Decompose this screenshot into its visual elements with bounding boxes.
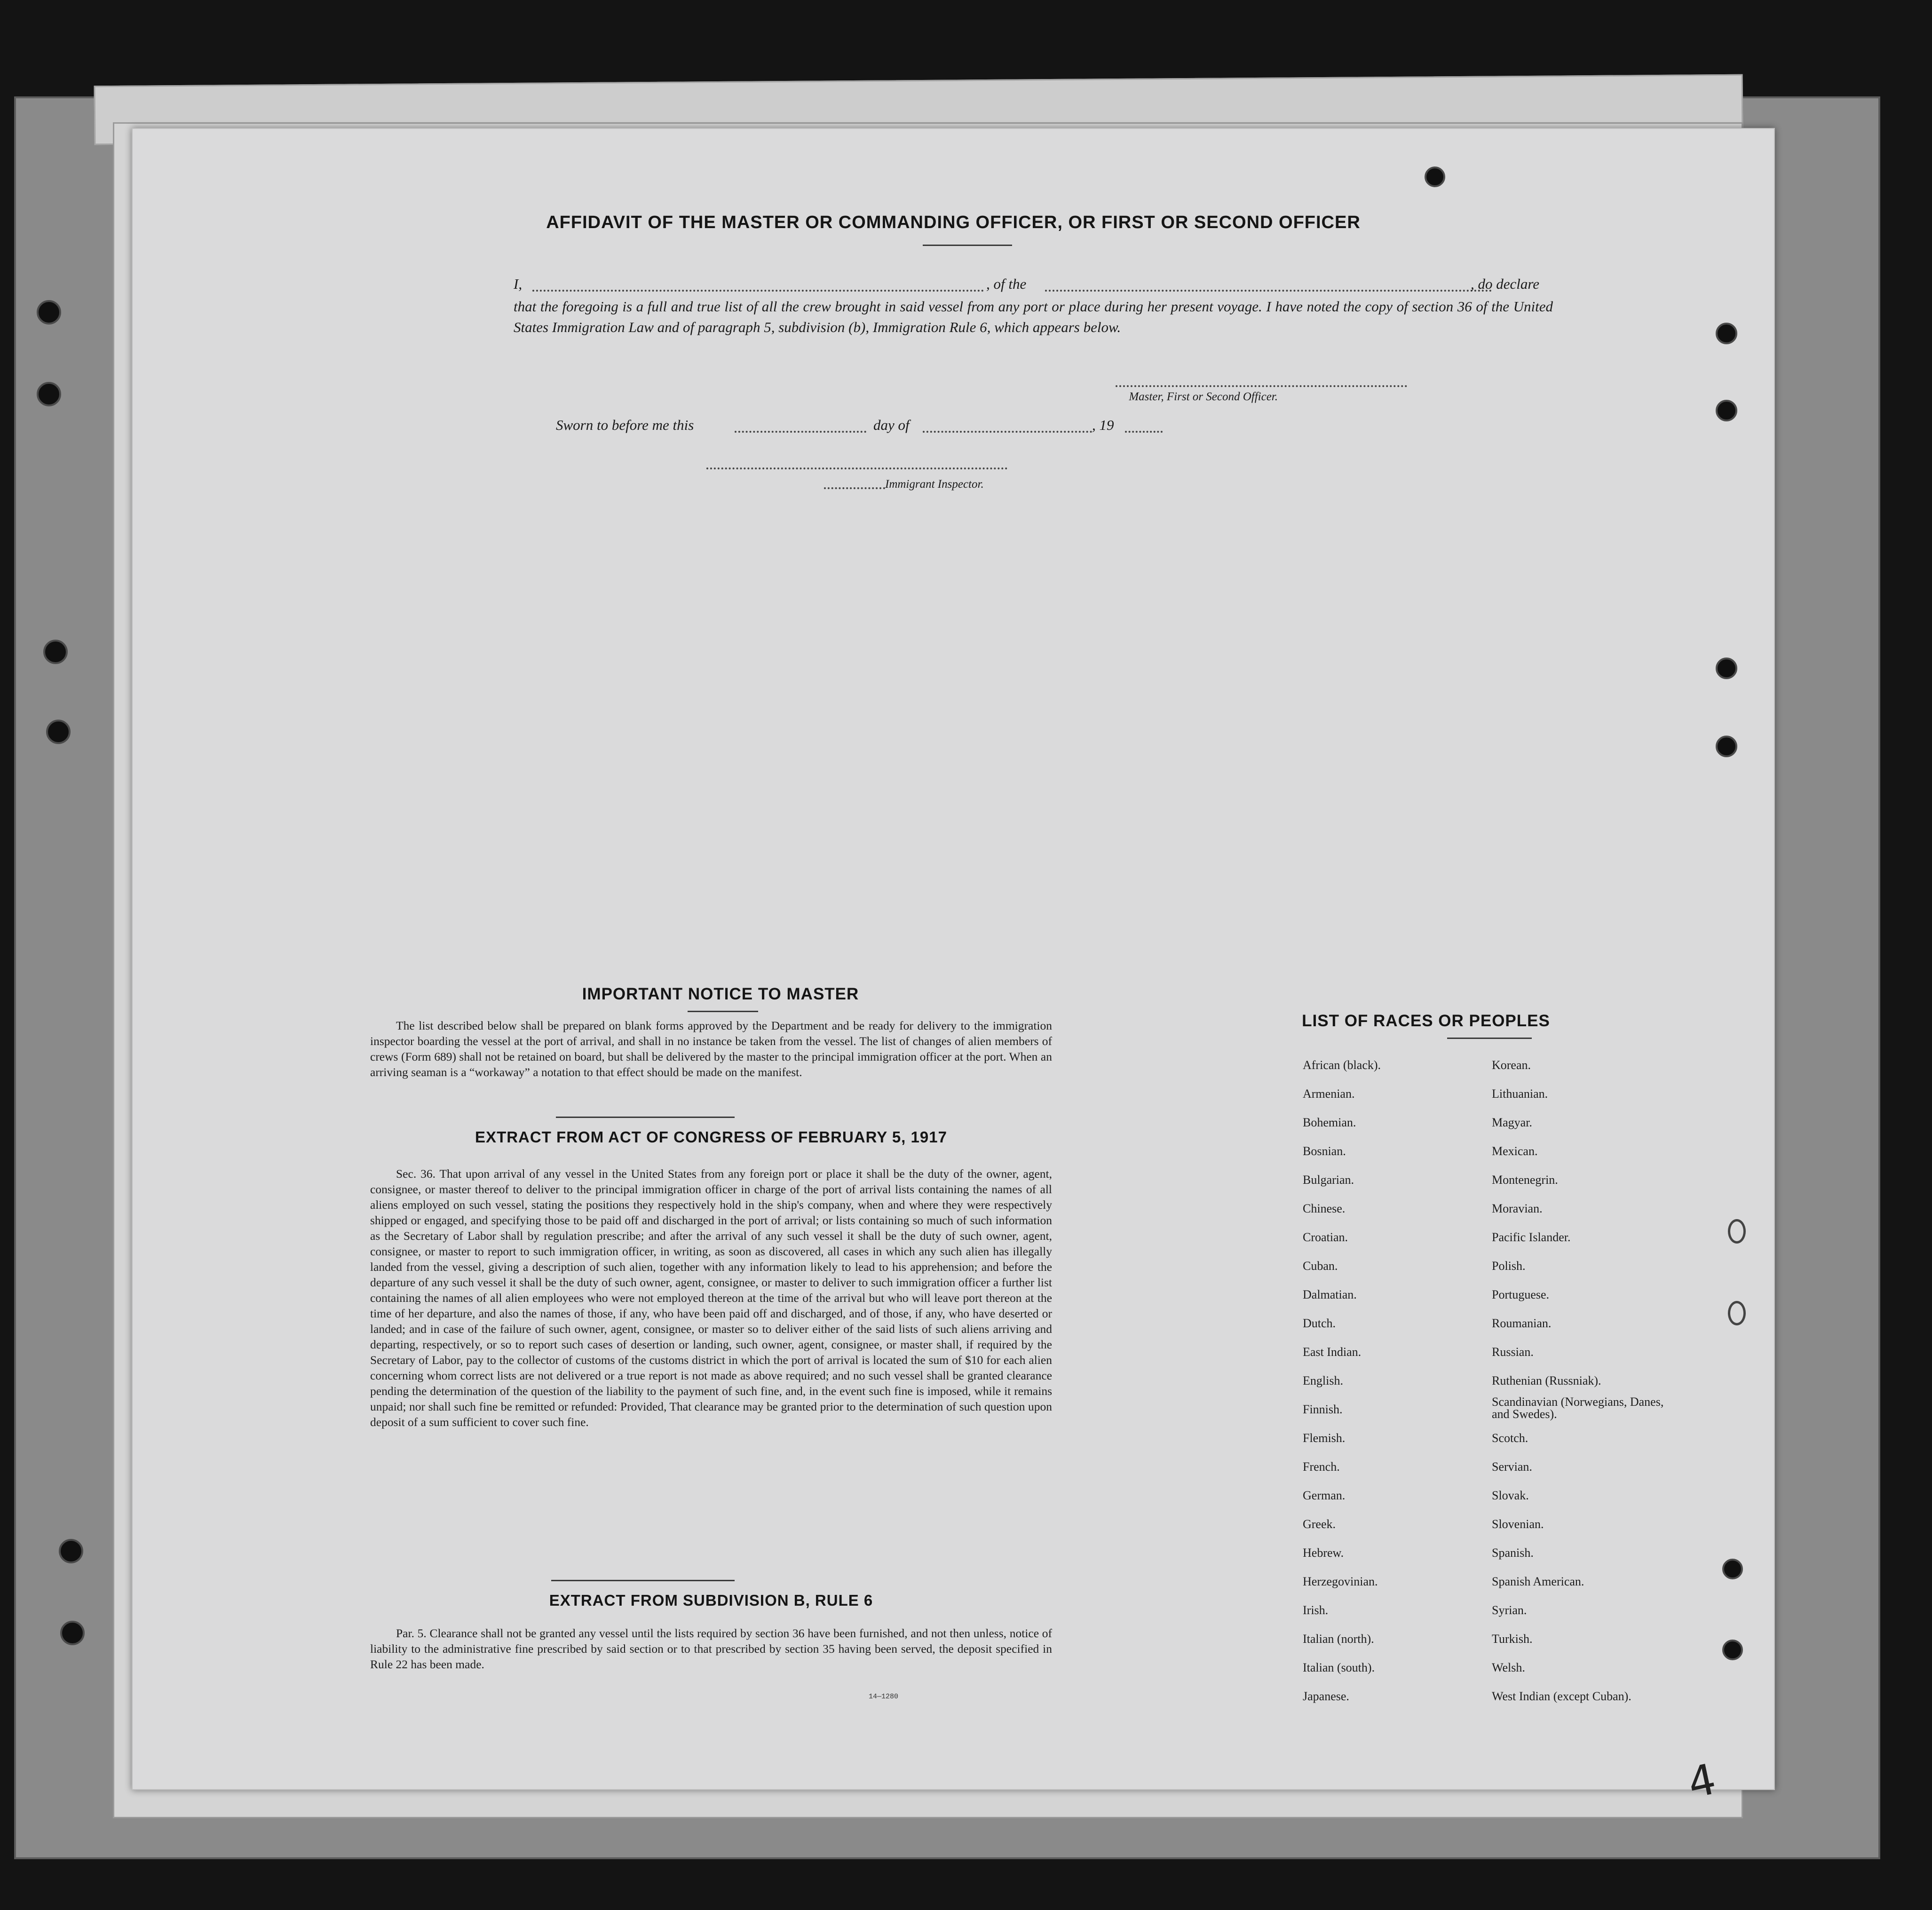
race-list-item: Lithuanian. <box>1492 1087 1548 1101</box>
declaration-line <box>514 276 1553 294</box>
affidavit-title: AFFIDAVIT OF THE MASTER OR COMMANDING OFFICER, OR FIRST OR SECOND OFFICER <box>546 213 1361 232</box>
race-list-item: French. <box>1303 1460 1340 1474</box>
binder-hole-icon <box>37 300 61 325</box>
sworn-year-field[interactable] <box>1125 431 1163 433</box>
binder-hole-icon <box>37 382 61 406</box>
day-of-text: day of <box>873 417 910 433</box>
master-signature-field[interactable] <box>1116 385 1407 387</box>
section-rule <box>551 1580 735 1581</box>
race-list-item: Welsh. <box>1492 1661 1525 1674</box>
act-extract-title: EXTRACT FROM ACT OF CONGRESS OF FEBRUARY 5, 1917 <box>475 1128 947 1146</box>
race-list-item: Turkish. <box>1492 1632 1533 1646</box>
race-list-item: Pacific Islander. <box>1492 1230 1571 1244</box>
rule-extract-body: Par. 5. Clearance shall not be granted any vessel until the lists required by section 36 have been furnished, and not then unless, notice of liability to the administrative fine prescribed by said section or to that prescribed by section 35 having been served, the deposit specified in Rule 22 has been made. <box>370 1626 1052 1671</box>
race-list-item: Ruthenian (Russniak). <box>1492 1374 1601 1387</box>
race-list-item: Russian. <box>1492 1345 1534 1359</box>
section-rule <box>556 1117 735 1118</box>
race-list-item: Armenian. <box>1303 1087 1355 1101</box>
sworn-year-text: , 19 <box>1092 417 1114 433</box>
race-list-item: Finnish. <box>1303 1403 1343 1416</box>
declarant-prefix: I, <box>514 276 523 292</box>
punch-hole-icon <box>1716 323 1737 344</box>
declarant-name-field[interactable] <box>532 290 984 292</box>
race-list-item: Servian. <box>1492 1460 1532 1474</box>
race-list-item: Syrian. <box>1492 1603 1527 1617</box>
race-list-item: Greek. <box>1303 1517 1336 1531</box>
rule-extract-title: EXTRACT FROM SUBDIVISION B, RULE 6 <box>549 1592 873 1609</box>
declaration-body: that the foregoing is a full and true list of all the crew brought in said vessel from any port or place during her present voyage. I have noted the copy of section 36 of the United States Immigration Law and of paragraph 5, subdivision (b), Immigration Rule 6, which appears below. <box>514 298 1553 335</box>
sworn-prefix: Sworn to before me this <box>556 417 694 433</box>
reinforcement-ring-icon <box>1728 1219 1746 1244</box>
race-list-item: Korean. <box>1492 1058 1531 1072</box>
sworn-line <box>556 417 1355 436</box>
of-the-text: , of the <box>986 276 1027 292</box>
race-list-item: Bohemian. <box>1303 1116 1356 1129</box>
race-list-item: Japanese. <box>1303 1689 1349 1703</box>
form-number: 14—1280 <box>869 1693 899 1701</box>
race-list-item: Moravian. <box>1492 1202 1543 1215</box>
race-list-item: German. <box>1303 1489 1346 1502</box>
reinforcement-ring-icon <box>1728 1301 1746 1325</box>
race-list-item: Hebrew. <box>1303 1546 1344 1560</box>
notice-rule <box>688 1011 758 1012</box>
race-list-item: English. <box>1303 1374 1343 1387</box>
affidavit-form-page <box>132 128 1775 1790</box>
race-list-item: Italian (north). <box>1303 1632 1374 1646</box>
race-list-item: Slovenian. <box>1492 1517 1544 1531</box>
race-list-item: Italian (south). <box>1303 1661 1375 1674</box>
race-list-item: Bosnian. <box>1303 1144 1346 1158</box>
binder-hole-icon <box>60 1621 85 1645</box>
race-list-item: Polish. <box>1492 1259 1526 1273</box>
punch-hole-icon <box>1722 1559 1743 1579</box>
race-list-item: Spanish American. <box>1492 1575 1584 1588</box>
race-list-item: East Indian. <box>1303 1345 1362 1359</box>
punch-hole-icon <box>1716 400 1737 421</box>
race-list-item: Croatian. <box>1303 1230 1348 1244</box>
race-list-item: Herzegovinian. <box>1303 1575 1378 1588</box>
inspector-signature-lead <box>824 487 885 489</box>
notice-body: The list described below shall be prepared on blank forms approved by the Department and be ready for delivery to the immigration inspector boarding the vessel at the port of arrival, and shall in no instance be taken from the vessel. The list of changes of alien members of crews (Form 689) shall not be retained on board, but shall be delivered by the master to the principal immigration officer at the port. When an arriving seaman is a “workaway” a notation to that effect should be made on the manifest. <box>370 1019 1052 1079</box>
race-list-item: Slovak. <box>1492 1489 1529 1502</box>
act-extract-body: Sec. 36. That upon arrival of any vessel in the United States from any foreign port or place it shall be the duty of the owner, agent, consignee, or master thereof to deliver to the principal immigration officer in charge of the port of arrival lists containing the names of all aliens employed on such vessel, stating the positions they respectively hold in the ship's company, when and where they were respectively shipped or engaged, and specifying those to be paid off and discharged in the port of arrival; or lists containing so much of such information as the Secretary of Labor shall by regulation prescribe; and after the arrival of any such vessel it shall be the duty of such owner, agent, consignee, or master to report to such immigration officer, in writing, as soon as discovered, all cases in which any such alien has illegally landed from the vessel, giving a description of such alien, together with any information likely to lead to his apprehension; and before the departure of any such vessel it shall be the duty of such owner, agent, consignee, or master to deliver to such immigration officer a further list containing the names of all alien employees who were not employed thereon at the time of the arrival but who will leave port thereon at the time of her departure, and also the names of those, if any, who have been paid off and discharged, and of those, if any, who have deserted or landed; and in case of the failure of such owner, agent, consignee, or master so to deliver either of the said lists of such aliens arriving and departing, respectively, or so to report such cases of desertion or landing, such owner, agent, consignee, or master shall, if required by the Secretary of Labor, pay to the collector of customs of the customs district in which the port of arrival is located the sum of $10 for each alien concerning whom correct lists are not delivered or a true report is not made as above required; and no such vessel shall be granted clearance pending the determination of the question of the liability to the payment of such fine, and, in the event such fine is imposed, while it remains unpaid; nor shall such fine be remitted or refunded: Provided, That clearance may be granted prior to the determination of such question upon deposit of a sum sufficient to cover such fine. <box>370 1167 1052 1429</box>
title-rule <box>923 245 1012 246</box>
race-list-item: Dalmatian. <box>1303 1288 1357 1301</box>
punch-hole-icon <box>1425 166 1445 187</box>
races-column-left <box>1303 1051 1381 1711</box>
binder-hole-icon <box>59 1539 83 1563</box>
page-number-mark: 4 <box>1683 1754 1720 1808</box>
races-rule <box>1447 1038 1532 1039</box>
master-signature-label: Master, First or Second Officer. <box>1129 390 1278 403</box>
binder-hole-icon <box>46 720 71 744</box>
race-list-item: African (black). <box>1303 1058 1381 1072</box>
race-list-item: Mexican. <box>1492 1144 1538 1158</box>
punch-hole-icon <box>1722 1640 1743 1660</box>
notice-title: IMPORTANT NOTICE TO MASTER <box>582 985 859 1003</box>
race-list-item: Spanish. <box>1492 1546 1534 1560</box>
race-list-item: Roumanian. <box>1492 1316 1552 1330</box>
inspector-label: Immigrant Inspector. <box>885 478 984 491</box>
race-list-item: Scotch. <box>1492 1431 1528 1445</box>
race-list-item: Portuguese. <box>1492 1288 1550 1301</box>
race-list-item: Scandinavian (Norwegians, Danes, and Swedes). <box>1492 1395 1664 1421</box>
race-list-item: Montenegrin. <box>1492 1173 1558 1187</box>
race-list-item: Magyar. <box>1492 1116 1532 1129</box>
race-list-item: Bulgarian. <box>1303 1173 1354 1187</box>
declare-text: , do declare <box>1471 276 1540 292</box>
sworn-day-field[interactable] <box>735 431 866 433</box>
race-list-item: Dutch. <box>1303 1316 1336 1330</box>
race-list-item: West Indian (except Cuban). <box>1492 1689 1631 1703</box>
punch-hole-icon <box>1716 736 1737 757</box>
binder-hole-icon <box>43 640 68 664</box>
race-list-item: Cuban. <box>1303 1259 1338 1273</box>
punch-hole-icon <box>1716 658 1737 679</box>
races-column-right <box>1492 1051 1680 1711</box>
race-list-item: Irish. <box>1303 1603 1329 1617</box>
race-list-item: Chinese. <box>1303 1202 1346 1215</box>
sworn-month-field[interactable] <box>923 431 1092 433</box>
inspector-signature-field[interactable] <box>706 468 1007 469</box>
races-title: LIST OF RACES OR PEOPLES <box>1302 1012 1550 1030</box>
race-list-item: Flemish. <box>1303 1431 1346 1445</box>
vessel-name-field[interactable] <box>1045 290 1492 292</box>
